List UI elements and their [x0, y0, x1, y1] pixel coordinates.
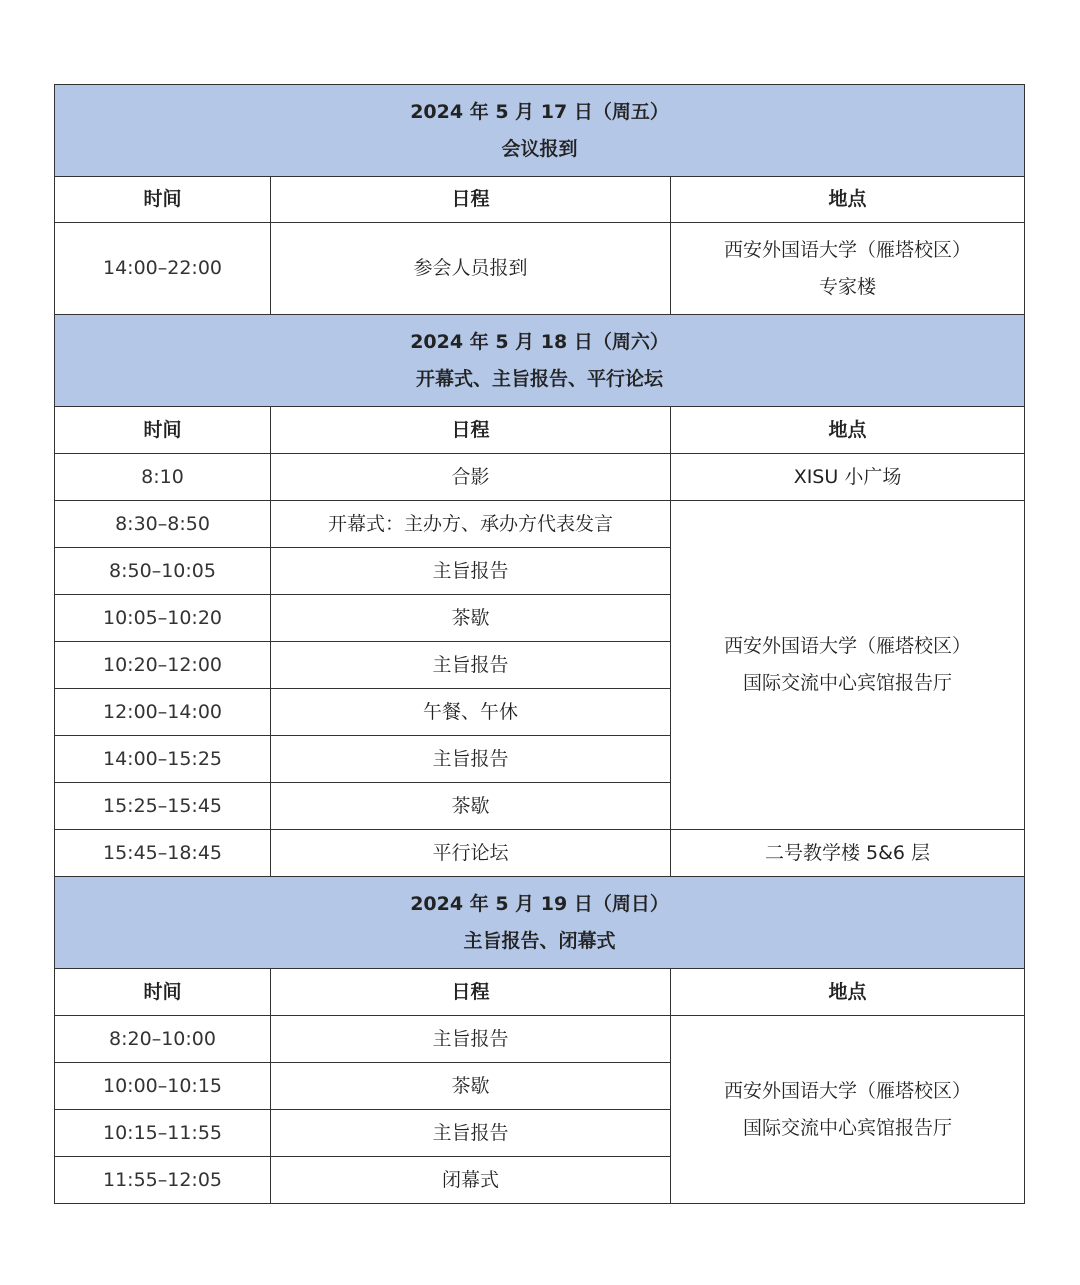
- venue-cell-shared: [671, 1016, 1025, 1204]
- day-header: [55, 877, 1025, 969]
- time-cell: 8:10: [55, 454, 271, 501]
- day-theme: 开幕式、主旨报告、平行论坛: [416, 367, 664, 390]
- time-cell: 15:45–18:45: [55, 830, 271, 877]
- column-header-venue: 地点: [671, 407, 1025, 454]
- column-header-agenda: 日程: [271, 969, 671, 1016]
- agenda-cell: 闭幕式: [271, 1157, 671, 1204]
- table-row: [55, 830, 1025, 877]
- day-header: [55, 315, 1025, 407]
- agenda-cell: 主旨报告: [271, 642, 671, 689]
- column-header-time: 时间: [55, 407, 271, 454]
- agenda-cell: 茶歇: [271, 783, 671, 830]
- time-cell: 14:00–15:25: [55, 736, 271, 783]
- time-cell: 10:05–10:20: [55, 595, 271, 642]
- venue-cell-shared: [671, 501, 1025, 830]
- column-header-agenda: 日程: [271, 407, 671, 454]
- agenda-cell: 主旨报告: [271, 548, 671, 595]
- agenda-cell: 主旨报告: [271, 1016, 671, 1063]
- venue-line: 国际交流中心宾馆报告厅: [743, 1116, 953, 1139]
- time-cell: 10:15–11:55: [55, 1110, 271, 1157]
- agenda-cell: 茶歇: [271, 595, 671, 642]
- day-header-row: [55, 315, 1025, 407]
- agenda-cell: 参会人员报到: [271, 223, 671, 315]
- day-header-row: [55, 877, 1025, 969]
- column-header-row: [55, 969, 1025, 1016]
- time-cell: 8:20–10:00: [55, 1016, 271, 1063]
- agenda-cell: 合影: [271, 454, 671, 501]
- venue-line: 专家楼: [819, 275, 877, 298]
- column-header-venue: 地点: [671, 177, 1025, 223]
- table-row: [55, 501, 1025, 548]
- time-cell: 8:50–10:05: [55, 548, 271, 595]
- column-header-row: [55, 177, 1025, 223]
- venue-line: 西安外国语大学（雁塔校区）: [724, 238, 972, 261]
- column-header-time: 时间: [55, 969, 271, 1016]
- table-row: [55, 454, 1025, 501]
- agenda-cell: 平行论坛: [271, 830, 671, 877]
- day-theme: 主旨报告、闭幕式: [463, 929, 616, 952]
- day-date: 2024 年 5 月 19 日（周日）: [410, 892, 669, 915]
- agenda-cell: 茶歇: [271, 1063, 671, 1110]
- table-row: [55, 223, 1025, 315]
- day-header: [55, 85, 1025, 177]
- time-cell: 10:00–10:15: [55, 1063, 271, 1110]
- table-row: [55, 1016, 1025, 1063]
- agenda-cell: 主旨报告: [271, 1110, 671, 1157]
- time-cell: 10:20–12:00: [55, 642, 271, 689]
- venue-cell: [671, 223, 1025, 315]
- day-date: 2024 年 5 月 17 日（周五）: [410, 100, 669, 123]
- column-header-row: [55, 407, 1025, 454]
- venue-cell: 二号教学楼 5&6 层: [671, 830, 1025, 877]
- time-cell: 12:00–14:00: [55, 689, 271, 736]
- time-cell: 8:30–8:50: [55, 501, 271, 548]
- agenda-cell: 主旨报告: [271, 736, 671, 783]
- column-header-venue: 地点: [671, 969, 1025, 1016]
- time-cell: 14:00–22:00: [55, 223, 271, 315]
- day-header-row: [55, 85, 1025, 177]
- agenda-cell: 开幕式：主办方、承办方代表发言: [271, 501, 671, 548]
- venue-line: 国际交流中心宾馆报告厅: [743, 672, 953, 694]
- day-date: 2024 年 5 月 18 日（周六）: [410, 330, 669, 353]
- schedule-table: [54, 84, 1025, 1204]
- column-header-agenda: 日程: [271, 177, 671, 223]
- venue-line: 西安外国语大学（雁塔校区）: [724, 635, 972, 657]
- venue-cell: XISU 小广场: [671, 454, 1025, 501]
- time-cell: 11:55–12:05: [55, 1157, 271, 1204]
- agenda-cell: 午餐、午休: [271, 689, 671, 736]
- venue-line: 西安外国语大学（雁塔校区）: [724, 1079, 972, 1102]
- day-theme: 会议报到: [501, 137, 578, 160]
- time-cell: 15:25–15:45: [55, 783, 271, 830]
- column-header-time: 时间: [55, 177, 271, 223]
